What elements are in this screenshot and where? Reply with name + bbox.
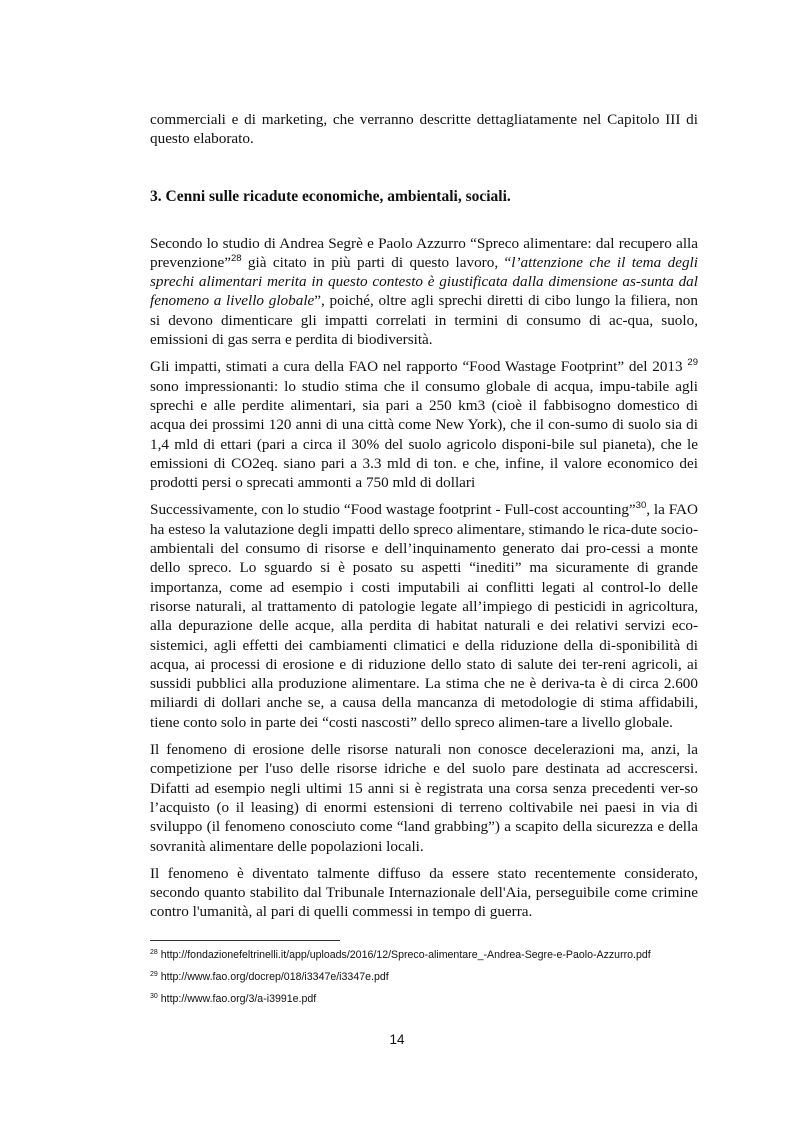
paragraph-2-text-a: Gli impatti, stimati a cura della FAO nel rapporto “Food Wastage Footprint” del 2013 (150, 358, 688, 376)
page-body (150, 110, 698, 930)
paragraph-1 (150, 234, 698, 350)
page-number: 14 (389, 1032, 405, 1047)
paragraph-1-quote: l’attenzione che il tema degli sprechi alimentari merita in questo contesto è giustificata dalla dimensione as-sunta dal fenomeno a livello globale (150, 253, 698, 310)
footnote-29 (150, 970, 710, 984)
footnote-ref-28[interactable]: 28 (230, 252, 242, 264)
paragraph-1-text-b: già citato in più parti di questo lavoro, “ (241, 253, 512, 271)
intro-paragraph: commerciali e di marketing, che verranno descritte dettagliatamente nel Capitolo III di questo elaborato. (150, 111, 698, 148)
footnotes (150, 948, 710, 1014)
section-heading: 3. Cenni sulle ricadute economiche, ambientali, sociali. (150, 187, 511, 205)
paragraph-3-text-a: Successivamente, con lo studio “Food wastage footprint - Full-cost accounting” (150, 501, 636, 519)
paragraph-4: Il fenomeno di erosione delle risorse naturali non conosce decelerazioni ma, anzi, la competizione per l'uso delle risorse idriche e del suolo pare destinata ad accrescersi. Difatti ad esempio negli ultimi 15 anni si è registrata una corsa senza precedenti ver-so l’acquisto (o il leasing) di enormi estensioni di terreno coltivabile nei paesi in via di sviluppo (il fenomeno conosciuto come “land grabbing”) a scapito della sicurezza e della sovranità alimentare delle popolazioni locali. (150, 741, 698, 855)
footnote-divider (150, 940, 340, 941)
footnote-link[interactable]: http://www.fao.org/3/a-i3991e.pdf (157, 993, 317, 1005)
footnote-link[interactable]: http://www.fao.org/docrep/018/i3347e/i3347e.pdf (157, 971, 389, 983)
footnote-link[interactable]: http://fondazionefeltrinelli.it/app/uploads/2016/12/Spreco-alimentare_-Andrea-Segre-e-Paolo-Azzurro.pdf (157, 949, 651, 961)
paragraph-1-text-c: ”, poiché, oltre agli sprechi diretti di cibo lungo la filiera, non si devono dimenticare gli impatti correlati in termini di consumo di ac-qua, suolo, emissioni di gas serra e perdita di biodiversità. (150, 292, 698, 349)
footnote-ref-29[interactable]: 29 (687, 357, 698, 369)
footnote-number: 29 (150, 971, 158, 978)
footnote-30 (150, 992, 710, 1006)
footnote-number: 30 (150, 993, 158, 1000)
footnote-28 (150, 948, 710, 962)
paragraph-1-text-a: Secondo lo studio di Andrea Segrè e Paolo Azzurro “Spreco alimentare: dal recupero alla prevenzione” (150, 234, 698, 271)
paragraph-3 (150, 500, 698, 732)
paragraph-2-text-b: sono impressionanti: lo studio stima che il consumo globale di acqua, impu-tabile agli sprechi e alle perdite alimentari, sia pari a 250 km3 (cioè il fabbisogno domestico di acqua dei prossimi 120 anni di una città come New York), che il con-sumo di suolo sia di 1,4 mld di ettari (pari a circa il 30% del suolo agricolo disponi-bile sul pianeta), che le emissioni di CO2eq. siano pari a 3.3 mld di ton. e che, infine, il valore economico dei prodotti persi o sprecati ammonti a 750 mld di dollari (150, 377, 698, 492)
paragraph-3-text-b: , la FAO ha esteso la valutazione degli impatti dello spreco alimentare, stimando le rica-dute socio-ambientali del consumo di risorse e dell’inquinamento generato dai pro-cessi a monte dello spreco. Lo sguardo si è posato su aspetti “inediti” ma sicuramente di grande importanza, come ad esempio i costi imputabili ai conflitti legati al control-lo delle risorse naturali, al trattamento di patologie legate all’impiego di pesticidi in agricoltura, alla depurazione delle acque, alla perdita di habitat naturali e dei relativi servizi eco-sistemici, agli effetti dei cambiamenti climatici e della riduzione della di-sponibilità di acqua, ai processi di erosione e di riduzione dello stato di salute dei ter-reni agricoli, ai sussidi pubblici alla produzione alimentare. La stima che ne è deriva-ta è di circa 2.600 miliardi di dollari anche se, a causa della mancanza di metodologie di stima affidabili, tiene conto solo in parte dei “costi nascosti” dello spreco alimen-tare a livello globale. (150, 501, 698, 731)
footnote-ref-30[interactable]: 30 (635, 500, 647, 512)
paragraph-5: Il fenomeno è diventato talmente diffuso da essere stato recentemente considerato, secondo quanto stabilito dal Tribunale Internazionale dell'Aia, perseguibile come crimine contro l'umanità, al pari di quelli commessi in tempo di guerra. (150, 864, 698, 921)
footnote-number: 28 (150, 949, 158, 956)
paragraph-2 (150, 357, 698, 492)
